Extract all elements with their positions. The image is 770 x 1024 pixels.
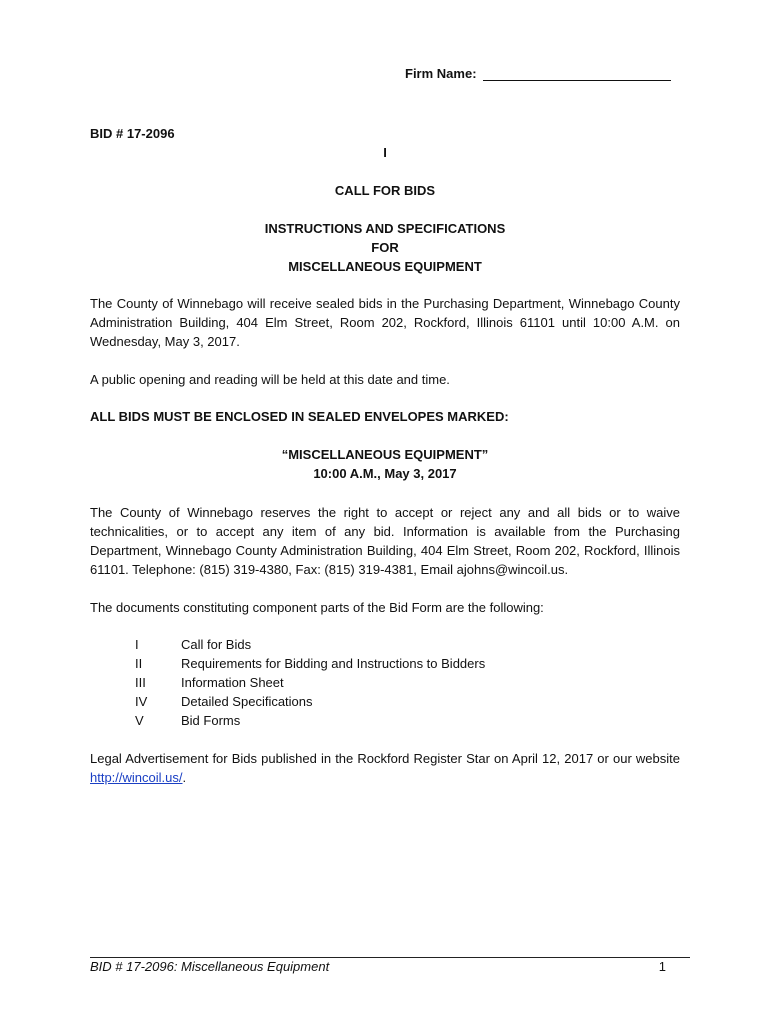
page-number: 1: [658, 959, 666, 974]
envelope-marking-line1: “MISCELLANEOUS EQUIPMENT”: [281, 447, 489, 462]
firm-name-label: Firm Name:: [405, 66, 477, 81]
website-link[interactable]: http://wincoil.us/: [90, 770, 183, 785]
list-item-number: I: [135, 637, 139, 652]
envelope-marking-line2: 10:00 A.M., May 3, 2017: [313, 466, 457, 481]
list-item-number: II: [135, 656, 143, 671]
for-title: FOR: [371, 240, 399, 255]
instructions-title: INSTRUCTIONS AND SPECIFICATIONS: [264, 221, 506, 236]
list-item: [135, 711, 240, 730]
section-roman-numeral: I: [383, 145, 387, 160]
documents-intro-paragraph: The documents constituting component parts of the Bid Form are the following:: [90, 600, 544, 615]
firm-name-blank-line: [483, 67, 671, 81]
envelope-notice: ALL BIDS MUST BE ENCLOSED IN SEALED ENVELOPES MARKED:: [90, 409, 509, 424]
list-item: [135, 692, 313, 711]
bid-number: BID # 17-2096: [90, 126, 175, 141]
list-item: [135, 654, 485, 673]
public-opening-paragraph: A public opening and reading will be held at this date and time.: [90, 372, 450, 387]
call-for-bids-title: CALL FOR BIDS: [334, 183, 436, 198]
list-item-label: Information Sheet: [181, 675, 284, 690]
legal-ad-text: Legal Advertisement for Bids published in the Rockford Register Star on April 12, 2017 or our website: [90, 751, 680, 766]
reserve-rights-paragraph: The County of Winnebago reserves the right to accept or reject any and all bids or to waive technicalities, or to accept any item of any bid. Information is available from the Purchasing Department, Winnebago County Administration Building, 404 Elm Street, Room 202, Rockford, Illinois 61101. Telephone: (815) 319-4380, Fax: (815) 319-4381, Email ajohns@wincoil.us.: [90, 505, 680, 577]
equipment-title: MISCELLANEOUS EQUIPMENT: [288, 259, 482, 274]
legal-ad-suffix: .: [182, 770, 187, 785]
intro-paragraph: The County of Winnebago will receive sealed bids in the Purchasing Department, Winnebago County Administration Building, 404 Elm Street, Room 202, Rockford, Illinois 61101 until 10:00 A.M. on Wednesday, May 3, 2017.: [90, 296, 680, 349]
firm-name-field: [405, 66, 671, 81]
list-item-label: Call for Bids: [181, 637, 252, 652]
list-item: [135, 635, 251, 654]
list-item-number: V: [135, 713, 144, 728]
list-item-label: Detailed Specifications: [181, 694, 313, 709]
footer-divider: [90, 957, 690, 958]
list-item: [135, 673, 284, 692]
list-item-number: IV: [135, 694, 148, 709]
list-item-number: III: [135, 675, 146, 690]
list-item-label: Requirements for Bidding and Instructions to Bidders: [181, 656, 486, 671]
list-item-label: Bid Forms: [181, 713, 241, 728]
footer-title: BID # 17-2096: Miscellaneous Equipment: [90, 959, 330, 974]
legal-advertisement-paragraph: [90, 749, 680, 787]
